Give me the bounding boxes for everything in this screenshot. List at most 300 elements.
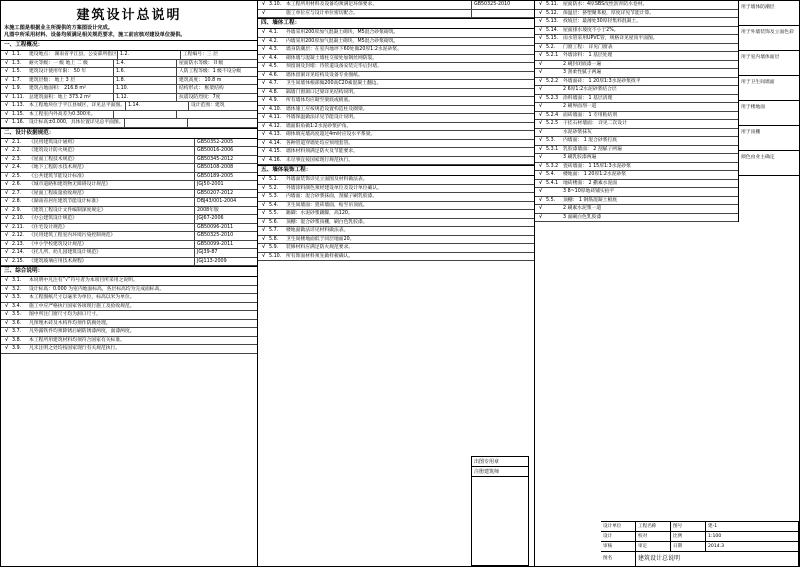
row-num: 4.4. [269,55,279,61]
row-num: 1.9. [12,86,22,92]
spec-row [1,328,257,337]
row-chk: √ [261,227,266,233]
intro-line: 凡图中所采用材料、设备均须满足相关规范要求，施工前应核对建设单位提供。 [4,31,186,38]
row-num: 1.11. [12,94,25,100]
row-num: 4.10. [269,106,282,112]
row-chk: √ [4,319,9,326]
row-txt: 各种管道穿墙处均应预埋套管。 [286,140,354,146]
spec-row [535,112,738,121]
row-txt: 砌体墙与混凝土墙柱交接处加钢丝网防裂。 [286,55,378,61]
spec-row [1,119,257,128]
tb-cell: 审定 [636,542,671,551]
row-txt: 本工程图纸尺寸以毫米为单位，标高以米为单位。 [29,295,135,301]
row-chk: √ [4,249,9,256]
section-walls [258,29,534,165]
row-txt: 施工单位应与设计单位密切配合。 [286,10,358,16]
row-num: 5.2.3 [546,95,559,101]
row-code: GB50352-2005 [194,139,257,147]
row-txt: 楼地面做法详见材料做法表。 [286,228,349,233]
row-txt: 建筑设计使用年限： 50 年 [29,69,87,75]
row-code: DBJ43/001-2004 [194,198,257,206]
spec-row [258,123,534,132]
row-chk: √ [261,122,266,129]
row-chk: √ [4,110,9,117]
row-txt: 总建筑面积：地上 373.2 m² [29,94,91,100]
row-txt: 所有饰面材料须先做样板确认。 [286,253,354,259]
row-txt: 楼地面： 1 20厚1:2水泥砂浆 [563,172,627,177]
row-num: 5.3. [269,194,279,199]
spec-row [258,1,534,10]
spec-row [1,164,257,173]
row-txt: 卫生间墙体根部做200高C20素混凝土翻边。 [286,81,382,86]
row-txt: 设计标高：0.000 为室内地面标高，各层标高均为完成面标高。 [29,286,165,292]
spec-row [1,190,257,199]
row-chk: √ [4,138,9,145]
row-txt: 屋面防水：4厚SBS改性沥青防水卷材。 [563,2,648,7]
spec-row [258,244,534,253]
tb-cell: 比例 [671,532,706,541]
row-chk: √ [538,128,543,135]
row-txt: 《建筑工程设计文件编制深度规定》 [29,207,106,213]
row-chk: √ [261,71,266,78]
row-num: 2.1. [12,139,22,145]
row-code: JGJ67-2006 [194,215,257,223]
row-chk: √ [4,102,9,109]
row-chk: √ [538,60,543,67]
row-chk: √ [538,94,543,101]
spec-row [1,94,257,103]
row-chk: √ [4,257,9,264]
row-txt: 墙体材料须满足防火及节能要求。 [286,149,358,154]
spec-row [1,77,257,86]
row-txt: 《屋面工程质量验收规范》 [29,190,87,196]
row-chk: √ [538,179,543,186]
tb-row [601,552,799,567]
row-chk: √ [538,162,543,169]
row-txt: 墙体留洞详见结构及设备专业图纸。 [286,72,363,78]
row-num: 5.15. [546,36,559,41]
spec-row [1,111,257,120]
spec-row [535,10,738,19]
row-num: 5.6. [269,219,279,225]
spec-row [1,286,257,295]
row-note: 建筑高度： 10.8 m [176,77,257,85]
row-num [546,61,562,69]
spec-row [258,80,534,89]
spec-row [535,18,738,27]
spec-row [535,1,738,10]
row-num: 1.3. [12,60,22,66]
spec-row [535,120,738,129]
row-chk: √ [538,18,543,24]
row-chk: √ [4,181,9,188]
spec-row [1,294,257,303]
row-txt: 耐火等级：一 级 地上 二 级 [29,60,88,66]
row-chk: √ [4,294,9,301]
row-num: 5.3.2 [546,163,559,169]
row-num: 5.3.1 [546,146,559,152]
spec-row [258,236,534,245]
row-num [269,10,285,18]
spec-row [535,95,738,104]
spec-row [258,157,534,166]
spec-row [535,61,738,70]
row-txt: 乳胶漆墙面： 2 刮腻子两遍 [563,146,622,152]
row-chk: √ [538,9,543,16]
spec-row [535,180,738,189]
row-txt: 2 刷界面剂一道 [563,104,597,109]
spec-row [258,176,534,185]
tb-cell: 图号 [671,522,706,531]
row-chk: √ [538,103,543,109]
row-code: GB50016-2006 [194,147,257,155]
row-num [546,86,562,94]
row-num: 5.5. [269,211,279,216]
row-txt: 墙面阳角做1:2水泥砂浆护角。 [286,123,352,129]
section-general [1,277,257,354]
stamp-label: 注册建筑师 [472,467,528,477]
column-1 [1,1,258,566]
spec-row [535,52,738,61]
row-txt: 设计标高±0.000，具体位置详见总平面图。 [29,120,124,126]
spec-row [258,72,534,81]
spec-row [258,114,534,123]
row-num: 3.6. [12,320,22,326]
stamp-box [471,456,529,566]
row-num: 2.14. [12,250,25,256]
side-note: 用于顶棚 [739,126,799,151]
row-chk: √ [261,184,266,191]
row-txt: 建筑占地面积： 216.8 m² [29,86,86,92]
row-chk: √ [4,240,9,247]
spec-row [1,85,257,94]
row-txt: 《民用建筑工程室内环境污染控制规范》 [29,233,116,239]
row-chk: √ [261,193,266,199]
row-note: 屋面防水等级： II 级 [176,60,257,68]
row-chk: √ [261,114,266,120]
row-txt: 涂料墙面： 1 基层清理 [563,95,613,101]
spec-row [1,277,257,286]
row-code: 1.14. [125,102,188,110]
row-txt: 未尽事宜按国家现行规范执行。 [286,157,354,163]
row-chk: √ [4,93,9,100]
row-num: 5.2. [546,44,556,50]
row-txt: 3 面刷白色乳胶漆 [563,214,602,220]
row-chk: √ [4,311,9,318]
row-num [546,214,562,222]
row-txt: 3 刷乳胶漆两遍 [563,155,597,160]
row-txt: 内墙面： 1 混合砂浆打底 [563,138,618,143]
row-txt: 3 8~10厚地砖铺实拍平 [563,189,615,194]
row-chk: √ [261,201,266,208]
tb-cell: 校对 [636,532,671,541]
spec-row [535,197,738,206]
section-overview [1,51,257,128]
row-num: 5.8. [269,236,279,242]
row-code: 1.8. [113,77,176,85]
row-chk: √ [261,80,266,86]
row-chk: √ [538,154,543,160]
row-chk: √ [261,63,266,69]
row-txt: 墙身防潮层：在室内地坪下60处做20厚1:2水泥砂浆。 [286,47,402,52]
row-txt: 《中小学校建筑设计规范》 [29,241,87,247]
row-code [113,111,176,119]
row-num: 3.1. [12,278,22,284]
row-note [176,111,257,119]
row-txt: 《地下工程防水技术规范》 [29,165,87,171]
spec-row [258,38,534,47]
drawing-name: 建筑设计总说明 [636,552,799,566]
row-txt: 墙体施工应按规范设置构造柱及圈梁。 [286,106,368,112]
side-note: 用于室内墙体面层 [739,51,799,76]
row-code [124,119,187,127]
row-num: 5.2.1 [546,53,559,58]
side-note: 用于外墙装饰及立面色彩 [739,26,799,51]
row-chk: √ [538,120,543,126]
row-chk: √ [4,59,9,66]
spec-row [1,156,257,165]
row-chk: √ [4,119,9,126]
row-chk: √ [261,88,266,95]
side-note: 用于卫生间墙面 [739,76,799,101]
row-txt: 2 6厚1:2水泥砂浆结合层 [563,87,617,92]
spec-row [1,68,257,77]
row-num: 3.7. [12,329,22,335]
row-chk: √ [538,205,543,211]
row-num: 5.2.5 [546,121,559,126]
tb-cell: 审核 [601,542,636,551]
row-chk: √ [261,131,266,137]
row-code: GB50096-2011 [194,224,257,232]
tb-cell: 设计单位 [601,522,636,531]
row-chk: √ [261,97,266,103]
spec-row [258,227,534,236]
spec-row [258,89,534,98]
row-chk: √ [4,328,9,335]
row-chk: √ [4,232,9,239]
row-chk: √ [538,1,543,7]
row-txt: 建筑层数： 地上 3 层 [29,77,76,83]
row-txt: 《公共建筑节能设计标准》 [29,173,87,179]
row-txt: 顶棚：混合砂浆顶棚，刷白色乳胶漆。 [286,219,368,225]
spec-row [258,46,534,55]
row-code: GB50099-2011 [194,241,257,249]
row-chk: √ [261,9,266,16]
row-chk: √ [261,218,266,225]
row-chk: √ [4,51,9,58]
row-txt: 雨水管采用UPVC管，规格详见屋顶平面图。 [563,36,658,41]
row-num: 5.3. [546,138,556,143]
column-2-top [258,1,534,18]
row-num [546,154,562,162]
row-num: 4.9. [269,98,279,103]
row-chk: √ [538,111,543,118]
row-num: 5.11. [546,2,559,7]
row-num: 5.2.2 [546,78,559,84]
row-txt: 本工程所用建筑材料均须符合国家有关标准。 [29,337,125,343]
row-chk: √ [261,29,266,35]
row-txt: 本说明中凡注有“√”符号者为本项目所采用之说明。 [29,278,138,284]
section-heading: 四、墙体工程： [258,18,534,29]
row-chk: √ [4,164,9,171]
row-txt: 施工中应严格执行国家各项现行施工及验收规范。 [29,303,135,309]
row-chk: √ [4,68,9,75]
row-num: 2.15. [12,258,25,264]
row-txt: 踢脚：水泥砂浆踢脚，高120。 [286,211,353,216]
row-num: 5.9. [269,245,279,250]
row-chk: √ [538,43,543,50]
row-txt: 凡外露铁件均须除锈后刷防锈漆两度，面漆两度。 [29,329,135,335]
row-chk: √ [261,46,266,52]
tb-cell: 图名 [601,552,636,566]
row-num: 4.11. [269,115,282,120]
row-num: 3.4. [12,303,22,309]
row-txt: 建设地点： 湖南省平江县，公安部所指区 [29,52,117,58]
row-num: 1.5. [12,69,22,75]
section-heading: 二、设计依据规范： [1,128,257,139]
spec-row [1,258,257,267]
row-note: 设计范围：建筑 [188,102,269,110]
row-code: JGJ50-2001 [194,181,257,189]
row-txt: 外墙保温做法详见节能设计说明。 [286,115,358,120]
row-num: 2.13. [12,241,25,247]
row-txt: 找坡层：最薄处30厚轻集料混凝土。 [563,19,642,24]
spec-row [1,173,257,182]
row-code: 1.10. [113,85,176,93]
tb-cell: 设计 [601,532,636,541]
spec-row [535,163,738,172]
spec-row [1,224,257,233]
spec-row [258,148,534,157]
tb-cell: 2014.3 [706,542,799,551]
row-txt: 《民用建筑设计通则》 [29,139,77,145]
row-chk: √ [4,345,9,352]
row-num: 4.6. [269,72,279,78]
row-txt: 地砖楼面： 2 撒素水泥面 [563,180,618,186]
side-note: 颜色由业主确定 [739,151,799,176]
spec-row [1,147,257,156]
row-code: GB50325-2010 [194,232,257,240]
row-num [546,205,562,213]
spec-row [1,51,257,60]
row-txt: 卫生间墙面：瓷砖墙面，贴至吊顶底。 [286,202,368,208]
row-num: 4.5. [269,64,279,69]
section-heading: 三、综合说明： [1,266,257,277]
row-code: GB50325-2010 [471,1,534,9]
row-chk: √ [538,188,543,194]
row-txt: 凡未注明之处均按国家现行有关规范执行。 [29,346,121,352]
row-num: 4.3. [269,47,279,52]
row-txt: 《建筑设计防火规范》 [29,148,77,154]
row-num: 2.9. [12,207,22,213]
spec-row [258,10,534,19]
spec-row [258,210,534,219]
row-chk: √ [538,52,543,58]
row-code: 2008年版 [194,207,257,215]
row-code: GB50189-2005 [194,173,257,181]
row-note: 人防工程等级：1 级不设分级 [176,68,257,76]
spec-row [258,202,534,211]
row-num: 2.7. [12,190,22,196]
row-chk: √ [261,148,266,154]
row-chk: √ [4,302,9,309]
row-txt: 装修材料应满足防火规范要求。 [286,245,354,250]
row-chk: √ [4,85,9,92]
row-chk: √ [261,252,266,259]
row-txt: 本工程所用材料及设备均须满足环保要求。 [286,2,378,7]
row-chk: √ [4,285,9,292]
row-chk: √ [261,54,266,61]
spec-row [258,106,534,115]
row-code: JGJ39-87 [194,249,257,257]
row-code: JGJ113-2009 [194,258,257,266]
row-txt: 3 刮柔性腻子两遍 [563,70,602,75]
row-num: 5.12. [546,10,559,16]
spec-row [535,86,738,95]
row-txt: 隔墙门窗洞口过梁详见结构说明。 [286,89,358,95]
row-chk: √ [4,155,9,162]
row-num: 3.10. [269,2,282,7]
row-num [546,69,562,77]
row-txt: 《城市道路和建筑物无障碍设计规范》 [29,182,111,188]
row-chk: √ [4,336,9,343]
row-txt: 《湖南省居住建筑节能设计标准》 [29,199,101,205]
row-chk: √ [4,277,9,284]
column-3 [535,1,799,566]
row-num: 5.13. [546,19,559,24]
row-num: 5.10. [269,253,282,259]
row-note: 抗震设防烈度：7度 [176,94,257,102]
section-heading: 五、墙体装饰工程： [258,165,534,176]
row-num [546,129,562,137]
row-num: 4.16. [269,157,282,163]
row-chk: √ [538,26,543,33]
section-codes [1,139,257,267]
row-num: 1.15. [12,111,25,117]
row-txt: 本工程地块位于平江县城区，详见总平面图。 [29,103,125,109]
row-txt: 外墙采用200厚加气混凝土砌块，M5混合砂浆砌筑。 [286,30,399,35]
spec-row [258,63,534,72]
row-txt: 保温层：挤塑聚苯板，厚度详见节能计算。 [563,10,655,16]
row-note: 结构形式： 框架结构 [176,85,257,93]
row-chk: √ [261,235,266,242]
spec-row [1,207,257,216]
spec-row [535,188,738,197]
row-chk: √ [538,69,543,75]
stamp-label: 出图专用章 [472,457,528,467]
spec-row [1,241,257,250]
row-chk: √ [538,86,543,92]
spec-row [1,60,257,69]
row-txt: 面砖墙面： 1 专用粘结剂 [563,112,618,118]
row-chk: √ [538,77,543,84]
row-chk: √ [261,210,266,216]
row-num: 4.12. [269,123,282,129]
row-txt: 所有墙体均应砌至梁底或板底。 [286,98,354,103]
spec-row [258,97,534,106]
row-txt: 外墙涂料颜色须经建设单位及设计单位确认。 [286,185,382,191]
row-num: 3.2. [12,286,22,292]
section-finishes [258,176,534,261]
row-txt: 干挂石材墙面： 详见二次设计 [563,121,627,126]
row-num: 4.14. [269,140,282,146]
spec-row [258,29,534,38]
tb-cell: 1:100 [706,532,799,541]
side-note: 用于墙体防潮层 [739,1,799,26]
spec-row [535,154,738,163]
spec-row [535,44,738,53]
row-num: 5.7. [269,228,279,233]
